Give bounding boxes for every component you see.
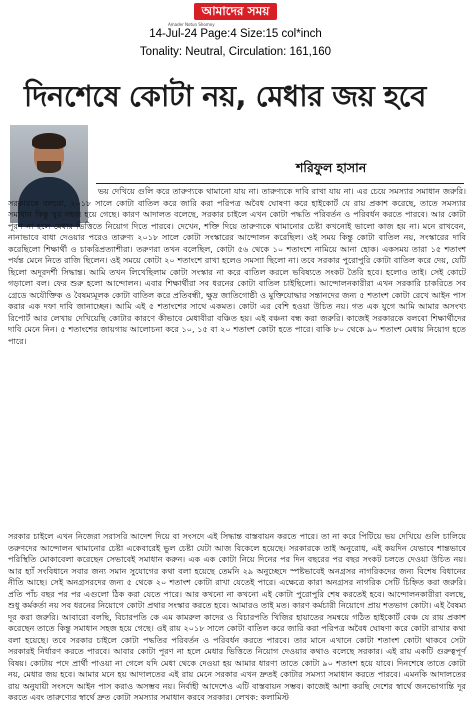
clip-date-page-size: 14-Jul-24 Page:4 Size:15 col*inch: [149, 28, 322, 40]
clip-tonality-circulation: Tonality: Neutral, Circulation: 161,160: [139, 46, 332, 58]
article-paragraph-2: সরকার চাইলে এখন নিজেরা সরাসরি আদেশ দিয়ে বা সংসদে এই সিদ্ধান্ত বাস্তবায়ন করতে পারে। তা না করে পিটিয়ে ভয় দেখিয়ে গুলি চালিয়ে তরুণদের আন্দোলন থামানোর চেষ্টা একেবারেই ভুল চেষ্টা যেটা আজ বিকেলে হয়েছে। সরকারকে তাই অনুরোধ, এই কয়দিন যেভাবে শান্তভাবে পরিস্থিতি মোকাবেলা করেছেন সেভাবেই সমাধান করুন। এক এক কোটা নিয়ে দিনের পর দিন বছরের পর বছর সংকট চলতে দেওয়া উচিত নয়। আর হ্যাঁ সংবিধানে সবার জন্য সমান সুযোগের কথা বলা হয়েছে তেমনি ২৯ অনুচ্ছেদে স্পষ্টভাবেই অনগ্রসর নাগরিকদের জন্য বিশেষ বিধানের নীতি আছে। সেই অনগ্রসরদের জন্য ৫ থেকে ২০ শতাংশ কোটা রাখা যেতেই পারে। এক্ষেত্রে কারা অনগ্রসর নাগরিক সেটি চিহ্নিত করা জরুরি। প্রতি পাঁচ বছর পর পর এগুলো ঠিক করা যেতে পারে। আর কখনো না কখনো এই কোটা পুরোপুরি শেষ করতেই হবে। আন্দোলনকারীরা বলছে, শুধু কর্মকর্তা নয় সব ধরনের নিয়োগে কোটা প্রথার সংস্কার করতে হবে। আমারও তাই মত। কারণ কর্মচারী নিয়োগে প্রায় শতভাগ কোটা। এই বৈষম্য দূর করা জরুরি। আবারো বলছি, বিচারপতি কে এম কামরুল কাদের ও বিচারপতি খিজির হায়াতের সমন্বয়ে গঠিত হাইকোর্ট বেঞ্চ যে রায় প্রকাশ করেছেন তাতে কিন্তু সমাধান সহজ হয়ে গেছে। ওই রায় ২০১৮ সালে কোটা বাতিল করে জারি করা পরিপত্র অবৈধ ঘোষণা করে কোটা রাখার কথা বলা হয়েছে। তবে সরকার চাইলে কোটা পদ্ধতির পরিবর্তন ও পরিবর্ধন করতে পারবে। তার মানে এখানে কোটা শতাংশ কোটা থাকবে সেটা সরকারই নির্ধারণ করতে পারবে। আবার কোটা পূরণ না হলে মেধার ভিত্তিতে নিয়োগ দেওয়ার কথাও বলেছে সরকার। এই রায় একটি গুরুত্বপূর্ণ বিষয়। কোটায় পদে প্রার্থী পাওয়া না গেলে যদি মেধা থেকে দেওয়া হয় আমার ধারণা তাতে কোটা ৯০ শতাংশ হয়ে যাবে। দিনশেষে তাতে কোটা নয়, মেধার জয় হবে। আমার মনে হয় আদালতের এই রায় মেনে সরকার এখন দ্রুতই কোটার সমস্যা সমাধান করতে পারবে। এমনকি আদালতের রায় অনুযায়ী সংসদে আইন পাস করাও অসম্ভব নয়। নির্বাহী আদেশেও এটি বাস্তবায়ন সম্ভব। কাজেই আশা করছি দেশের স্বার্থে জনভোগান্তি দূর করতে এবং তারুণ্যের স্বার্থে দ্রুত কোটা সমস্যার সমাধান করবে সরকার। লেখক: কলামিস্ট: [8, 531, 466, 702]
article-byline: শরিফুল হাসান: [296, 160, 367, 175]
logo-tagline: Amader Notun Shomoy: [168, 22, 215, 27]
logo-text: আমাদের সময়: [201, 4, 270, 18]
newspaper-masthead: [0, 0, 471, 28]
article-paragraph-1: ভয় দেখিয়ে গুলি করে তারুণ্যকে থামানো যায় না। তারুণ্যকে দাবি রাখা যায় না। এর চেয়ে সমস্যার সমাধান জরুরি। সরকারকে বলবো, ২০১৮ সালে কোটা বাতিল করে জারি করা পরিপত্র অবৈধ ঘোষণা করে হাইকোর্ট যে রায় প্রকাশ করেছে, তাতে সমস্যার সমাধান কিন্তু খুব সহজ হয়ে গেছে। কারণ আদালত বলেছে, সরকার চাইলে এখন কোটা পদ্ধতি পরিবর্তন ও পরিবর্ধন করতে পারবে। আর কোটা পূরণ না হলে মেধার ভিত্তিতে নিয়োগ দিতে পারবে। দেখেন, শক্তি দিয়ে তারুণ্যকে থামানোর চেষ্টা কখনোই ভালো কাজ হয় না। মনে রাখবেন, নানাভাবে বাধা দেওয়ার পরেও তারুণ্য ২০১৮ সালে কোটা সংস্কারের আন্দোলন করেছিল। ওই সময় কিন্তু কোটা বাতিল নয়, সংস্কারের দাবি করেছিলো শিক্ষার্থী ও চাকরিপ্রত্যাশীরা। তরুণরা তখন বলেছিল, কোটা ৫৬ থেকে ১০ শতাংশে নামিয়ে আনা হোক। একসময় তারা ১৫ শতাংশ পর্যন্ত মেনে নিতে রাজি ছিলেন। ওই সময়ে কোটা ২০ শতাংশে রাখা হলেও সমস্যা ছিলো না। তবে সরকার পুরোপুরি কোটা বাতিল করে দেয়, যেটি ছিলো অদূরদর্শী সিদ্ধান্ত। আমি তখন লিখেছিলাম কোটা সংস্কার না করে বাতিল করলে ভবিষ্যতে সংকট তৈরি হবে। হলোও তাই। সেই কোটে গড়ালো বল। ফের শুরু হলো আন্দোলন। এবার শিক্ষার্থীরা সব ধরনের কোটা বাতিল চাইছিলো। আন্দোলনকারীরা এখন সরকারি চাকরিতে সব গ্রেডে অযৌক্তিক ও বৈষম্যমূলক কোটা বাতিল করে প্রতিবন্ধী, ক্ষুদ্র জাতিগোষ্ঠী ও মুক্তিযোদ্ধার সন্তানদের জন্য ৫ শতাংশ কোটা রেখে আইন পাস করার এক দফা দাবি জানাচ্ছেন। আমি এই ৫ শতাংশের সাথে একমত। কোটা এর বেশি হওয়া উচিত নয়। গত এক যুগে আমি আমার অসংখ্য রিপোর্ট আর লেখায় দেখিয়েছি কোটার কারণে কীভাবে মেধাবীরা বঞ্চিত হয়। এই বঞ্চনা বন্ধ করা জরুরি। কাজেই সরকারকে বলবো শিক্ষার্থীদের দাবি মেনে নিন। ৫ শতাংশের জায়গায় আলোচনা করে ১০, ১৫ বা ২০ শতাংশ কোটা হতে পারে। বাকি ৮০ থেকে ৯০ শতাংশ মেধায় নিয়োগ হতে পারে।: [8, 186, 466, 346]
byline-divider: [96, 183, 464, 184]
article-headline: দিনশেষে কোটা নয়, মেধার জয় হবে: [24, 79, 426, 113]
newspaper-logo: [194, 3, 278, 20]
